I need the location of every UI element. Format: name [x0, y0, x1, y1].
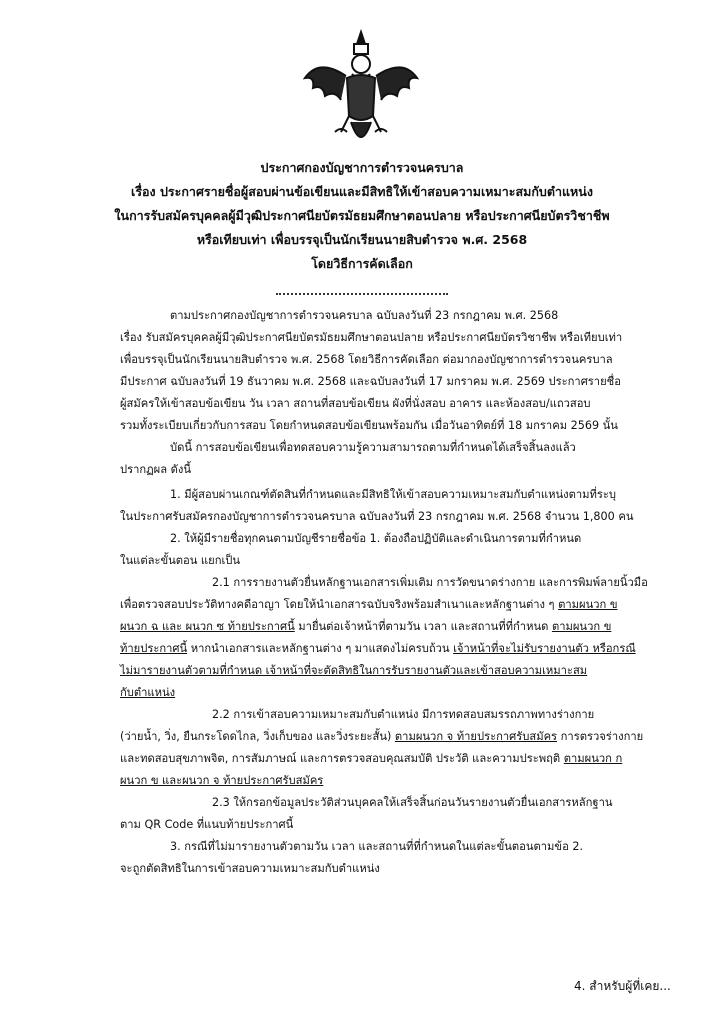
warning-text: เจ้าหน้าที่จะไม่รับรายงานตัว หรือกรณี	[453, 642, 636, 655]
item-2-line: 2. ให้ผู้มีรายชื่อทุกคนตามบัญชีรายชื่อข้อ 1. ต้องถือปฏิบัติและดำเนินการตามที่กำหนด	[170, 532, 582, 545]
item-1-line: 1. มีผู้สอบผ่านเกณฑ์ตัดสินที่กำหนดและมีสิทธิให้เข้าสอบความเหมาะสมกับตำแหน่งตามที่ระบุ	[170, 488, 617, 501]
intro-line: ตามประกาศกองบัญชาการตำรวจนครบาล ฉบับลงวันที่ 23 กรกฎาคม พ.ศ. 2568	[170, 309, 559, 322]
warning-text: กับตำแหน่ง	[120, 686, 176, 699]
item-2-1-text: หากนำเอกสารและหลักฐานต่าง ๆ มาแสดงไม่ครบถ้วน	[187, 642, 454, 655]
item-3-line: 3. กรณีที่ไม่มารายงานตัวตามวัน เวลา และสถานที่ที่กำหนดในแต่ละขั้นตอนตามข้อ 2.	[170, 840, 584, 853]
subject-line-1: เรื่อง ประกาศรายชื่อผู้สอบผ่านข้อเขียนและมีสิทธิให้เข้าสอบความเหมาะสมกับตำแหน่ง	[131, 184, 593, 199]
item-2-1-line	[120, 638, 650, 660]
now-line: บัดนี้ การสอบข้อเขียนเพื่อทดสอบความรู้ความสามารถตามที่กำหนดได้เสร็จสิ้นลงแล้ว	[170, 441, 576, 454]
item-3	[120, 836, 650, 880]
subject-line-3: หรือเทียบเท่า เพื่อบรรจุเป็นนักเรียนนายสิบตำรวจ พ.ศ. 2568	[196, 232, 528, 247]
item-2-1	[120, 572, 650, 704]
now-paragraph	[120, 437, 650, 481]
item-1-line: ในประกาศรับสมัครกองบัญชาการตำรวจนครบาล ฉบับลงวันที่ 23 กรกฎาคม พ.ศ. 2568 จำนวน 1,800 คน	[120, 510, 634, 523]
item-2	[120, 528, 650, 572]
announcement-title: ประกาศกองบัญชาการตำรวจนครบาล	[260, 160, 464, 175]
item-2-2	[120, 704, 650, 792]
intro-line: เรื่อง รับสมัครบุคคลผู้มีวุฒิประกาศนียบัตรมัธยมศึกษาตอนปลาย หรือประกาศนียบัตรวิชาชีพ หรือเทียบเท่า	[120, 331, 623, 344]
subject-line-2: ในการรับสมัครบุคคลผู้มีวุฒิประกาศนียบัตรมัธยมศึกษาตอนปลาย หรือประกาศนียบัตรวิชาชีพ	[114, 208, 610, 223]
subject-line-4: โดยวิธีการคัดเลือก	[311, 256, 413, 271]
garuda-emblem	[301, 28, 421, 154]
item-2-2-text: การตรวจร่างกาย	[557, 730, 644, 743]
annex-reference: ตามผนวก ก	[563, 752, 623, 765]
item-2-1-line	[120, 594, 650, 616]
item-2-3	[120, 792, 650, 836]
annex-reference: ตามผนวก จ ท้ายประกาศรับสมัคร	[394, 730, 558, 743]
item-2-2-line	[120, 748, 650, 770]
item-2-3-line: 2.3 ให้กรอกข้อมูลประวัติส่วนบุคคลให้เสร็จสิ้นก่อนวันรายงานตัวยื่นเอกสารหลักฐาน	[212, 796, 613, 809]
item-2-1-line: 2.1 การรายงานตัวยื่นหลักฐานเอกสารเพิ่มเติม การวัดขนาดร่างกาย และการพิมพ์ลายนิ้วมือ	[212, 576, 648, 589]
warning-text: ไม่มารายงานตัวตามที่กำหนด เจ้าหน้าที่จะตัดสิทธิในการรับรายงานตัวและเข้าสอบความเหมาะสม	[120, 664, 588, 677]
item-2-2-text: และทดสอบสุขภาพจิต, การสัมภาษณ์ และการตรวจสอบคุณสมบัติ ประวัติ และความประพฤติ	[120, 752, 564, 765]
annex-reference: ผนวก ฉ และ ผนวก ซ ท้ายประกาศนี้	[120, 620, 295, 633]
dotted-divider	[276, 293, 448, 295]
now-line: ปรากฏผล ดังนี้	[120, 463, 192, 476]
intro-paragraph	[120, 305, 650, 437]
item-2-3-line: ตาม QR Code ที่แนบท้ายประกาศนี้	[120, 818, 294, 831]
item-1	[120, 484, 650, 528]
intro-line: มีประกาศ ฉบับลงวันที่ 19 ธันวาคม พ.ศ. 2568 และฉบับลงวันที่ 17 มกราคม พ.ศ. 2569 ประกาศรายชื่อ	[120, 375, 621, 388]
intro-line: ผู้สมัครให้เข้าสอบข้อเขียน วัน เวลา สถานที่สอบข้อเขียน ผังที่นั่งสอบ อาคาร และห้องสอบ/แถวสอบ	[120, 397, 591, 410]
item-2-1-text: มายื่นต่อเจ้าหน้าที่ตามวัน เวลา และสถานที่ที่กำหนด	[294, 620, 552, 633]
item-2-2-text: (ว่ายน้ำ, วิ่ง, ยืนกระโดดไกล, วิ่งเก็บของ และวิ่งระยะสั้น)	[120, 730, 395, 743]
annex-reference: ผนวก ข และผนวก จ ท้ายประกาศรับสมัคร	[120, 774, 324, 787]
item-2-1-line	[120, 616, 650, 638]
continued-note: 4. สำหรับผู้ที่เคย...	[574, 979, 671, 993]
item-2-2-line: 2.2 การเข้าสอบความเหมาะสมกับตำแหน่ง มีการทดสอบสมรรถภาพทางร่างกาย	[212, 708, 595, 721]
item-2-1-text: เพื่อตรวจสอบประวัติทางคดีอาญา โดยให้นำเอกสารฉบับจริงพร้อมสำเนาและหลักฐานต่าง ๆ	[120, 598, 559, 611]
intro-line: รวมทั้งระเบียบเกี่ยวกับการสอบ โดยกำหนดสอบข้อเขียนพร้อมกัน เมื่อวันอาทิตย์ที่ 18 มกราคม 2569 นั้น	[120, 419, 618, 432]
item-3-line: จะถูกตัดสิทธิในการเข้าสอบความเหมาะสมกับตำแหน่ง	[120, 862, 380, 875]
intro-line: เพื่อบรรจุเป็นนักเรียนนายสิบตำรวจ พ.ศ. 2568 โดยวิธีการคัดเลือก ต่อมากองบัญชาการตำรวจนครบาล	[120, 353, 613, 366]
item-2-line: ในแต่ละขั้นตอน แยกเป็น	[120, 554, 241, 567]
annex-reference: ตามผนวก ข	[558, 598, 618, 611]
annex-reference: ท้ายประกาศนี้	[120, 642, 188, 655]
annex-reference: ตามผนวก ข	[551, 620, 612, 633]
item-2-2-line	[120, 726, 650, 748]
